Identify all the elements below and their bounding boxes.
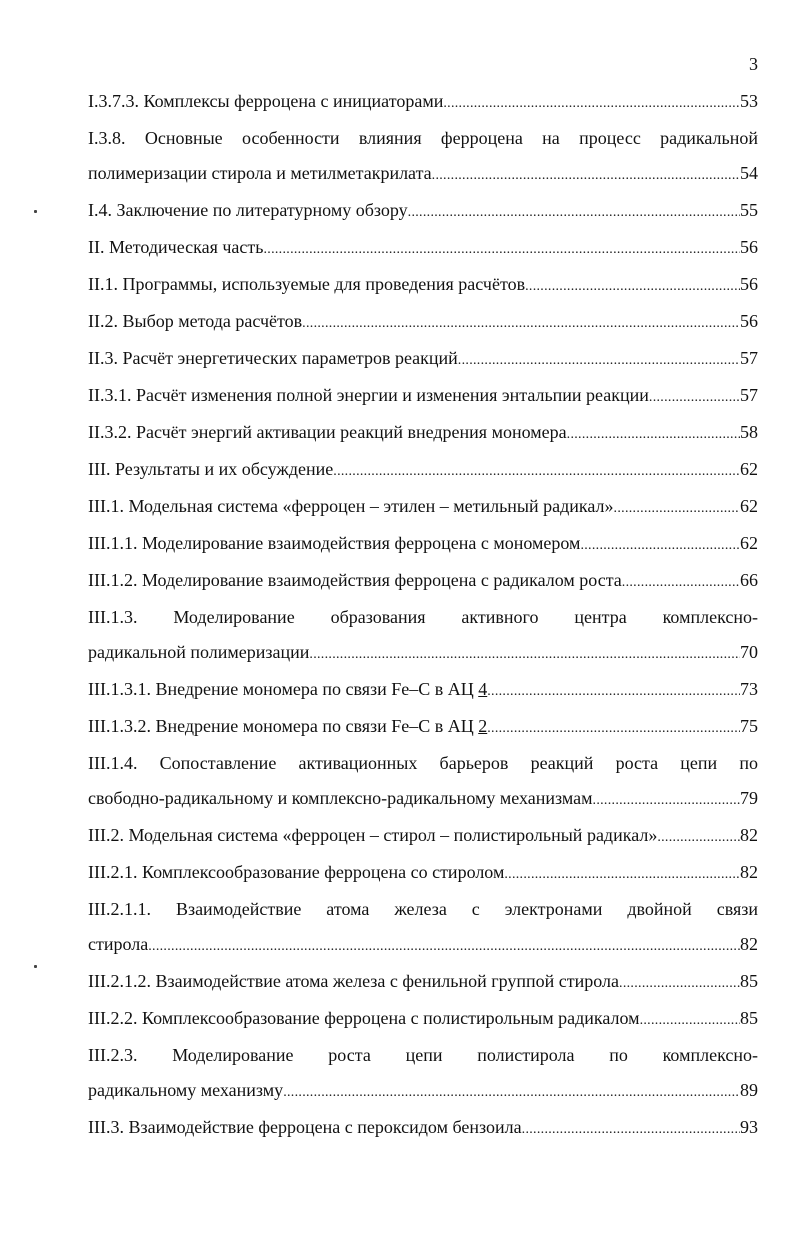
toc-entry-title <box>88 489 614 524</box>
toc-entry-page: 55 <box>740 200 758 220</box>
toc-entry <box>88 600 758 672</box>
dot-leader <box>432 156 740 193</box>
toc-entry-title <box>88 709 487 744</box>
toc-entry-title-text: III.2. Модельная система «ферроцен – стирол – полистирольный радикал» <box>88 825 658 845</box>
toc-entry <box>88 1001 758 1038</box>
toc-entry <box>88 855 758 892</box>
toc-entry-title-text: I.4. Заключение по литературному обзору <box>88 200 408 220</box>
toc-entry-line <box>88 1001 758 1038</box>
toc-entry-line <box>88 452 758 489</box>
toc-entry-page: 62 <box>740 496 758 516</box>
dot-leader <box>593 781 740 818</box>
toc-entry-title-text: свободно-радикальному и комплексно-радикальному механизмам <box>88 788 593 808</box>
dot-leader <box>443 84 740 121</box>
toc-entry-title <box>88 415 567 450</box>
toc-entry-title-text: II.3.2. Расчёт энергий активации реакций внедрения мономера <box>88 422 567 442</box>
toc-entry <box>88 489 758 526</box>
toc-entry-reference: 4 <box>478 679 488 699</box>
toc-entry-page: 82 <box>740 934 758 954</box>
toc-entry-page: 66 <box>740 570 758 590</box>
toc-entry-title-text: I.3.7.3. Комплексы ферроцена с инициаторами <box>88 91 444 111</box>
dot-leader <box>504 855 740 892</box>
toc-entry-reference: 2 <box>478 716 488 736</box>
toc-entry-line <box>88 378 758 415</box>
toc-entry-page: 79 <box>740 788 758 808</box>
dot-leader <box>333 452 740 489</box>
toc-entry-title <box>88 304 302 339</box>
dot-leader <box>614 489 740 526</box>
toc-entry-title-text: II.2. Выбор метода расчётов <box>88 311 303 331</box>
dot-leader <box>522 1110 740 1147</box>
toc-entry-title <box>88 635 309 670</box>
toc-entry-page: 62 <box>740 459 758 479</box>
toc-entry <box>88 1038 758 1110</box>
toc-entry <box>88 672 758 709</box>
toc-entry-line <box>88 635 758 672</box>
toc-entry-line <box>88 156 758 193</box>
toc-entry-title <box>88 378 649 413</box>
toc-entry-title <box>88 1001 640 1036</box>
toc-entry-page: 70 <box>740 642 758 662</box>
toc-entry-title-text: стирола <box>88 934 149 954</box>
toc-entry-title-text: III.3. Взаимодействие ферроцена с пероксидом бензоила <box>88 1117 522 1137</box>
scan-speck <box>34 965 37 968</box>
toc-entry <box>88 193 758 230</box>
toc-entry-title-text: III.1.1. Моделирование взаимодействия ферроцена с мономером <box>88 533 581 553</box>
toc-entry-line <box>88 1110 758 1147</box>
toc-entry-title <box>88 1073 283 1108</box>
toc-entry-line <box>88 818 758 855</box>
toc-entry-title <box>88 1110 522 1145</box>
toc-entry-title-text: II. Методическая часть <box>88 237 264 257</box>
dot-leader <box>283 1073 740 1110</box>
toc-entry <box>88 709 758 746</box>
toc-entry-page: 56 <box>740 274 758 294</box>
toc-entry-title <box>88 341 458 376</box>
toc-entry-page: 62 <box>740 533 758 553</box>
dot-leader <box>148 927 740 964</box>
toc-entry-title <box>88 193 408 228</box>
toc-entry-line <box>88 709 758 746</box>
toc-entry-line <box>88 267 758 304</box>
toc-entry-page: 89 <box>740 1080 758 1100</box>
toc-entry <box>88 341 758 378</box>
toc-entry-title-text: III.1. Модельная система «ферроцен – этилен – метильный радикал» <box>88 496 614 516</box>
toc-entry-title-text: III.1.3.2. Внедрение мономера по связи Fe–C в АЦ <box>88 716 474 736</box>
toc-entry-title <box>88 452 333 487</box>
toc-entry-title-line1: I.3.8. Основные особенности влияния ферроцена на процесс радикальной <box>88 128 758 148</box>
toc-entry-line <box>88 230 758 267</box>
toc-entry-page: 93 <box>740 1117 758 1137</box>
dot-leader <box>487 672 740 709</box>
toc-entry-title <box>88 927 148 962</box>
dot-leader <box>487 709 740 746</box>
toc-entry <box>88 818 758 855</box>
toc-entry-title-text: III. Результаты и их обсуждение <box>88 459 334 479</box>
toc-entry-title-text: радикальному механизму <box>88 1080 284 1100</box>
toc-entry-page: 82 <box>740 862 758 882</box>
toc-entry-title <box>88 526 580 561</box>
toc-entry-title-text: полимеризации стирола и метилметакрилата <box>88 163 432 183</box>
toc-entry-title <box>88 563 622 598</box>
toc-entry-line <box>88 341 758 378</box>
toc-entry-title-text: III.2.2. Комплексообразование ферроцена с полистирольным радикалом <box>88 1008 640 1028</box>
toc-entry-page: 85 <box>740 1008 758 1028</box>
toc-entry-page: 56 <box>740 237 758 257</box>
toc-entry <box>88 563 758 600</box>
toc-entry-line <box>88 415 758 452</box>
toc-entry-title-text: радикальной полимеризации <box>88 642 310 662</box>
toc-entry-title <box>88 818 657 853</box>
toc-entry <box>88 415 758 452</box>
toc-entry-title <box>88 964 619 999</box>
toc-entry <box>88 230 758 267</box>
toc-entry-line <box>88 304 758 341</box>
toc-entry <box>88 892 758 964</box>
table-of-contents <box>88 84 758 1147</box>
toc-entry <box>88 84 758 121</box>
toc-entry-title-text: II.3. Расчёт энергетических параметров реакций <box>88 348 458 368</box>
dot-leader <box>622 563 740 600</box>
toc-entry-line <box>88 672 758 709</box>
toc-entry <box>88 746 758 818</box>
toc-entry-page: 58 <box>740 422 758 442</box>
dot-leader <box>458 341 740 378</box>
toc-entry-title <box>88 672 487 707</box>
toc-entry-line <box>88 193 758 230</box>
toc-entry-page: 73 <box>740 679 758 699</box>
toc-entry <box>88 1110 758 1147</box>
toc-entry-line <box>88 489 758 526</box>
dot-leader <box>657 818 740 855</box>
dot-leader <box>408 193 740 230</box>
toc-entry-line <box>88 84 758 121</box>
toc-entry <box>88 304 758 341</box>
toc-entry-title <box>88 156 432 191</box>
toc-entry-line <box>88 781 758 818</box>
dot-leader <box>580 526 740 563</box>
toc-entry <box>88 526 758 563</box>
toc-entry-title-text: III.1.2. Моделирование взаимодействия ферроцена с радикалом роста <box>88 570 622 590</box>
dot-leader <box>649 378 740 415</box>
toc-entry-title <box>88 267 525 302</box>
toc-entry-page: 57 <box>740 348 758 368</box>
toc-entry-line <box>88 563 758 600</box>
toc-entry <box>88 267 758 304</box>
dot-leader <box>309 635 740 672</box>
toc-entry-title-text: II.1. Программы, используемые для проведения расчётов <box>88 274 526 294</box>
toc-entry-page: 75 <box>740 716 758 736</box>
toc-entry <box>88 121 758 193</box>
toc-entry <box>88 378 758 415</box>
dot-leader <box>619 964 740 1001</box>
toc-entry-title-text: III.1.3.1. Внедрение мономера по связи Fe–C в АЦ <box>88 679 474 699</box>
toc-entry-line <box>88 526 758 563</box>
toc-entry-page: 54 <box>740 163 758 183</box>
scan-speck <box>34 210 37 213</box>
toc-entry-title <box>88 230 263 265</box>
toc-entry-title-line1: III.2.1.1. Взаимодействие атома железа с электронами двойной связи <box>88 899 758 919</box>
toc-entry-title-line1: III.2.3. Моделирование роста цепи полистирола по комплексно- <box>88 1045 758 1065</box>
dot-leader <box>640 1001 740 1038</box>
dot-leader <box>567 415 740 452</box>
toc-entry-line <box>88 964 758 1001</box>
toc-entry-line <box>88 855 758 892</box>
toc-entry-title <box>88 781 593 816</box>
toc-entry-page: 57 <box>740 385 758 405</box>
dot-leader <box>263 230 740 267</box>
toc-entry-title <box>88 84 443 119</box>
toc-entry-page: 82 <box>740 825 758 845</box>
toc-entry-line <box>88 927 758 964</box>
toc-entry-page: 85 <box>740 971 758 991</box>
toc-entry-title-text: III.2.1. Комплексообразование ферроцена со стиролом <box>88 862 505 882</box>
page-number: 3 <box>749 54 758 74</box>
toc-entry <box>88 964 758 1001</box>
toc-entry-title-text: III.2.1.2. Взаимодействие атома железа с фенильной группой стирола <box>88 971 620 991</box>
dot-leader <box>525 267 740 304</box>
toc-entry-line <box>88 1073 758 1110</box>
toc-entry-title-line1: III.1.4. Сопоставление активационных барьеров реакций роста цепи по <box>88 753 758 773</box>
toc-entry-page: 53 <box>740 91 758 111</box>
toc-entry-title-text: II.3.1. Расчёт изменения полной энергии и изменения энтальпии реакции <box>88 385 649 405</box>
toc-entry-title <box>88 855 504 890</box>
toc-entry-page: 56 <box>740 311 758 331</box>
toc-entry <box>88 452 758 489</box>
dot-leader <box>302 304 740 341</box>
toc-entry-title-line1: III.1.3. Моделирование образования активного центра комплексно- <box>88 607 758 627</box>
